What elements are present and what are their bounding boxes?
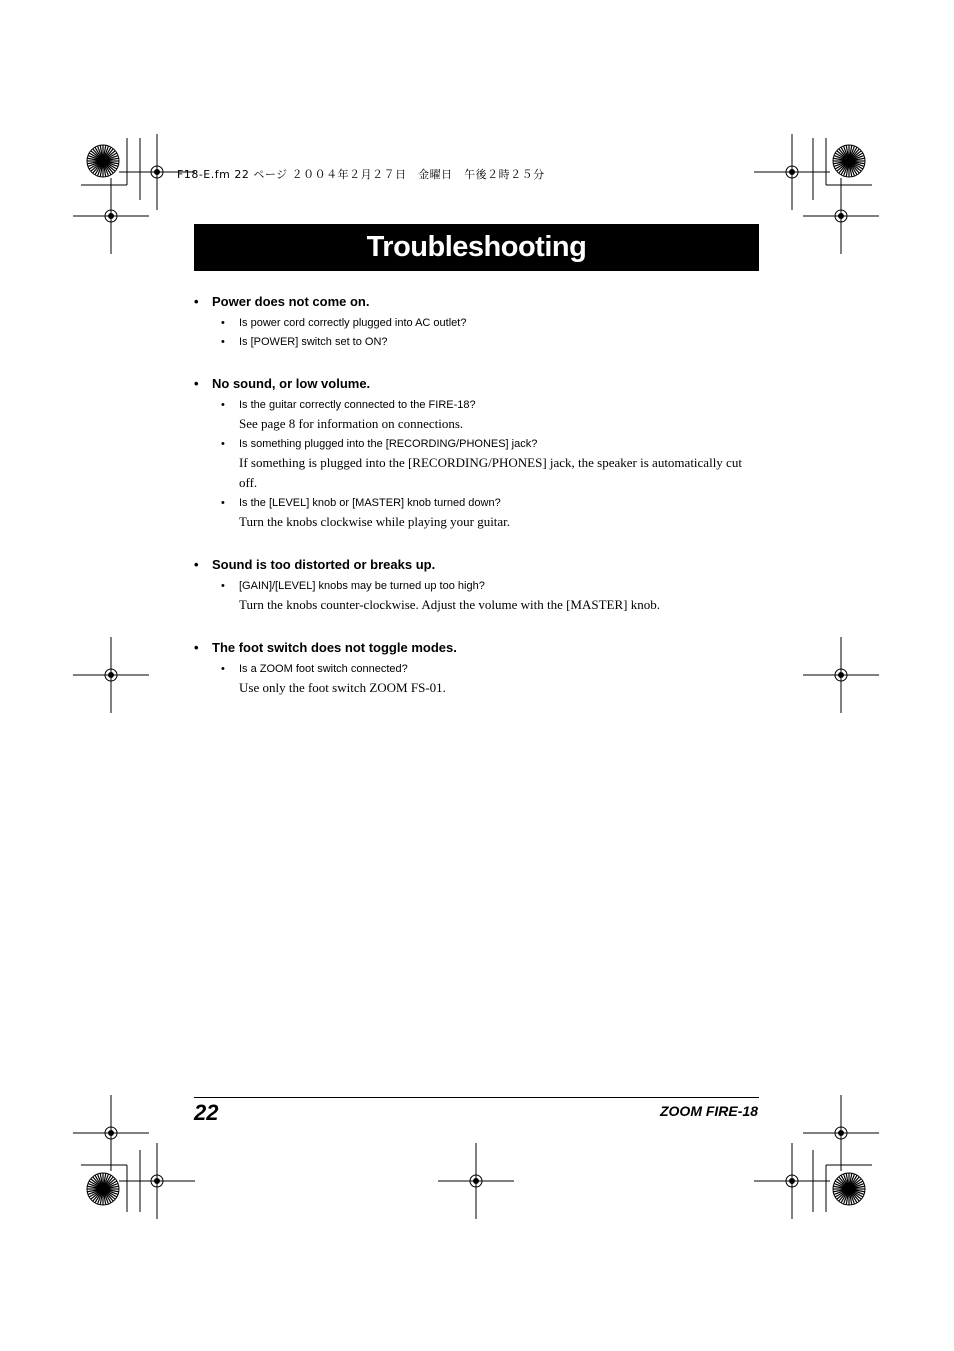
bullet-icon: • xyxy=(194,557,199,572)
crosshair-dot xyxy=(790,1179,795,1184)
page-title: Troubleshooting xyxy=(366,231,587,263)
page-number: 22 xyxy=(194,1100,219,1125)
answer-text: Turn the knobs counter-clockwise. Adjust the volume with the [MASTER] knob. xyxy=(239,597,660,612)
bullet-icon: • xyxy=(194,376,199,391)
question-text: Is [POWER] switch set to ON? xyxy=(239,336,388,348)
file-info-header: F18-E.fm 22 ページ ２００４年２月２７日 金曜日 午後２時２５分 xyxy=(177,168,545,181)
question-text: Is power cord correctly plugged into AC outlet? xyxy=(239,317,467,329)
bullet-icon: • xyxy=(221,317,225,329)
question-text: [GAIN]/[LEVEL] knobs may be turned up too high? xyxy=(239,580,485,592)
footer-product-name: ZOOM FIRE-18 xyxy=(659,1103,758,1119)
crosshair-dot xyxy=(839,1131,844,1136)
crosshair-dot xyxy=(109,673,114,678)
list-item xyxy=(221,435,759,493)
answer-text: If something is plugged into the [RECORDING/PHONES] jack, the speaker is automatically cut off. xyxy=(239,455,742,490)
bullet-icon: • xyxy=(221,497,225,509)
heading-text: No sound, or low volume. xyxy=(212,376,371,391)
question-text: Is a ZOOM foot switch connected? xyxy=(239,663,408,675)
answer-text: Use only the foot switch ZOOM FS-01. xyxy=(239,680,446,695)
section-power xyxy=(194,293,759,351)
bullet-icon: • xyxy=(194,294,199,309)
crosshair-dot xyxy=(474,1179,479,1184)
section-heading xyxy=(194,556,759,574)
crosshair-dot xyxy=(839,673,844,678)
question-text: Is something plugged into the [RECORDING/PHONES] jack? xyxy=(239,438,538,450)
list-item xyxy=(221,396,759,434)
heading-text: Sound is too distorted or breaks up. xyxy=(212,557,436,572)
question-text: Is the [LEVEL] knob or [MASTER] knob turned down? xyxy=(239,497,501,509)
list-item xyxy=(221,494,759,532)
crosshair-dot xyxy=(155,1179,160,1184)
bullet-icon: • xyxy=(221,663,225,675)
heading-text: Power does not come on. xyxy=(212,294,370,309)
bullet-icon: • xyxy=(221,580,225,592)
answer-text: Turn the knobs clockwise while playing your guitar. xyxy=(239,514,511,529)
section-heading xyxy=(194,293,759,311)
bullet-icon: • xyxy=(221,399,225,411)
troubleshooting-list xyxy=(194,293,759,722)
list-item xyxy=(221,577,759,615)
section-no-sound xyxy=(194,375,759,532)
crosshair-dot xyxy=(839,214,844,219)
bullet-icon: • xyxy=(194,640,199,655)
bullet-icon: • xyxy=(221,336,225,348)
footer-divider xyxy=(194,1097,759,1098)
crosshair-dot xyxy=(109,1131,114,1136)
answer-text: See page 8 for information on connections. xyxy=(239,416,464,431)
section-foot-switch xyxy=(194,639,759,698)
section-distortion xyxy=(194,556,759,615)
question-text: Is the guitar correctly connected to the FIRE-18? xyxy=(239,399,476,411)
crosshair-dot xyxy=(790,170,795,175)
bullet-icon: • xyxy=(221,438,225,450)
title-banner xyxy=(194,224,759,271)
section-heading xyxy=(194,639,759,657)
crosshair-dot xyxy=(155,170,160,175)
crosshair-dot xyxy=(109,214,114,219)
list-item xyxy=(221,314,759,332)
heading-text: The foot switch does not toggle modes. xyxy=(212,640,457,655)
section-heading xyxy=(194,375,759,393)
list-item xyxy=(221,660,759,698)
list-item xyxy=(221,333,759,351)
